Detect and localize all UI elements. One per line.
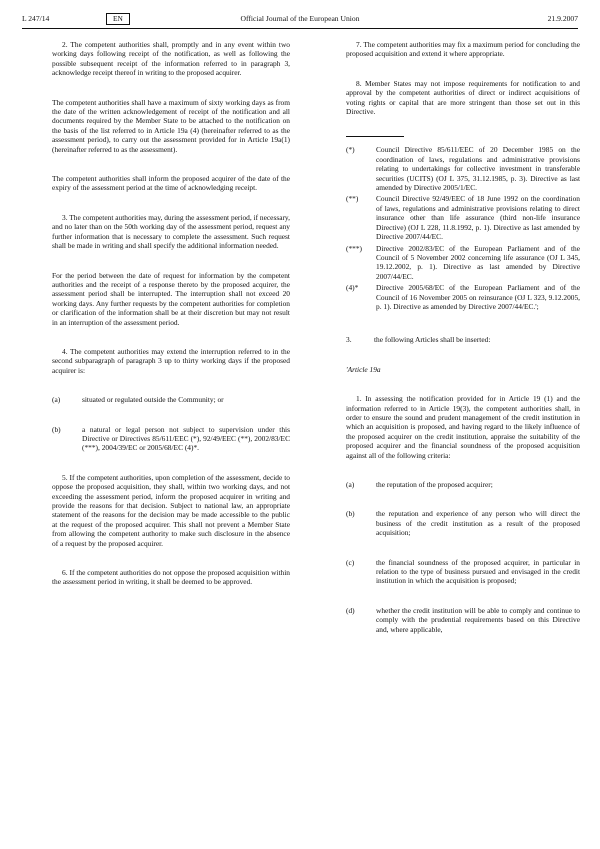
amendment-point-label: 3. — [346, 335, 352, 345]
list-item-text: situated or regulated outside the Community; or — [82, 395, 224, 405]
page-reference: L 247/14 — [22, 14, 50, 23]
criterion-item — [346, 558, 580, 586]
criterion-text: whether the credit institution will be able to comply and continue to comply with the prudential requirements based on this Directive and, where applicable, — [376, 605, 580, 634]
list-item-text: a natural or legal person not subject to supervision under this Directive or Directives 85/611/EEC (*), 92/49/EEC (**), 2002/83/EC (***), 2004/39/EC or 2005/68/EC (4)*. — [82, 424, 290, 453]
article-paragraph-1: 1. In assessing the notification provided for in Article 19 (1) and the information referred to in Article 19(3), the competent authorities shall, in order to ensure the sound and prudent management of the credit institution in which an acquisition is proposed, and having regard to the likely influence of the proposed acquirer on the credit institution, appraise the suitability of the proposed acquirer and the financial soundness of the proposed acquisition against all of the following criteria: — [346, 394, 580, 460]
paragraph-2-subparagraph-2: The competent authorities shall have a maximum of sixty working days as from the date of the written acknowledgement of receipt of the notification and all documents required by the Member State to be attached to the notification on the basis of the list referred to in Article 19a (4) (hereinafter referred to as the assessment period), to carry out the assessment provided for in Article 19a(1) (hereinafter referred to as the assessment). — [52, 97, 290, 154]
footnote-text: Directive 2002/83/EC of the European Parliament and of the Council of 5 November 2002 concerning life assurance (OJ L 345, 19.12.2002, p. 1). Directive as last amended by Directive 2007/44/EC. — [376, 243, 580, 281]
footnote-label: (***) — [346, 243, 363, 253]
criterion-item — [346, 480, 580, 489]
footnote-rule — [346, 136, 404, 137]
list-item-label: (b) — [52, 424, 61, 434]
criterion-text: the financial soundness of the proposed acquirer, in particular in relation to the type of business pursued and envisaged in the credit institution in which the acquisition is proposed; — [376, 557, 580, 586]
list-item — [52, 425, 290, 453]
criterion-label: (a) — [346, 480, 355, 489]
page-header — [22, 12, 578, 26]
paragraph-6: 6. If the competent authorities do not oppose the proposed acquisition within the assessment period in writing, it shall be deemed to be approved. — [52, 568, 290, 587]
criterion-item — [346, 606, 580, 634]
footnote-text: Directive 2005/68/EC of the European Parliament and of the Council of 16 November 2005 on reinsurance (OJ L 323, 9.12.2005, p. 1). Directive as amended by Directive 2007/44/EC.'; — [376, 283, 580, 311]
paragraph-8: 8. Member States may not impose requirements for notification to and approval by the competent authorities of direct or indirect acquisitions of voting rights or capital that are more stringent than those set out in this Directive. — [346, 78, 580, 117]
paragraph-2-subparagraph-3: The competent authorities shall inform the proposed acquirer of the date of the expiry of the assessment period at the time of acknowledging receipt. — [52, 174, 290, 193]
journal-title: Official Journal of the European Union — [240, 14, 360, 23]
footnote-label: (*) — [346, 145, 355, 155]
criterion-label: (d) — [346, 605, 355, 615]
footnote-text: Council Directive 85/611/EEC of 20 December 1985 on the coordination of laws, regulations and administrative provisions relating to undertakings for collective investment in transferable securities (UCITS) (OJ L 375, 31.12.1985, p. 3). Directive as last amended by Directive 2005/1/EC. — [376, 145, 580, 193]
criterion-label: (c) — [346, 557, 355, 567]
footnote-label: (**) — [346, 194, 359, 204]
footnote — [346, 244, 580, 282]
article-heading: 'Article 19a — [346, 364, 381, 374]
paragraph-3: 3. The competent authorities may, during the assessment period, if necessary, and no later than on the 50th working day of the assessment period, request any further information that is necessary to complete the assessment. Such request shall be made in writing and shall specify the additional information needed. — [52, 212, 290, 251]
paragraph-2: 2. The competent authorities shall, promptly and in any event within two working days following receipt of the notification, as well as following the possible subsequent receipt of the information referred to in paragraph 3, acknowledge receipt thereof in writing to the proposed acquirer. — [52, 40, 290, 78]
language-badge: EN — [106, 13, 130, 25]
paragraph-4: 4. The competent authorities may extend the interruption referred to in the second subparagraph of paragraph 3 up to thirty working days if the proposed acquirer is: — [52, 346, 290, 375]
header-rule — [22, 28, 578, 29]
paragraph-7: 7. The competent authorities may fix a maximum period for concluding the proposed acquisition and extend it where appropriate. — [346, 40, 580, 59]
footnote — [346, 145, 580, 192]
footnote — [346, 194, 580, 241]
footnote — [346, 283, 580, 311]
amendment-point-text: the following Articles shall be inserted: — [374, 335, 491, 345]
criterion-text: the reputation and experience of any person who will direct the business of the credit institution as a result of the proposed acquisition; — [376, 509, 580, 538]
right-column — [318, 40, 580, 654]
list-item — [52, 395, 290, 404]
criterion-text: the reputation of the proposed acquirer; — [376, 480, 493, 489]
list-item-label: (a) — [52, 395, 61, 405]
publication-date: 21.9.2007 — [547, 14, 578, 23]
paragraph-3-subparagraph-2: For the period between the date of request for information by the competent authorities and the receipt of a response thereto by the proposed acquirer, the assessment period shall be interrupted. The interruption shall not exceed 20 working days. Any further requests by the competent authorities for completion or clarification of the information shall be at their discretion but may not result in an interruption of the assessment period. — [52, 270, 290, 327]
left-column — [52, 40, 290, 607]
amendment-point-3 — [346, 335, 580, 344]
paragraph-5: 5. If the competent authorities, upon completion of the assessment, decide to oppose the proposed acquisition, they shall, within two working days, and not exceeding the assessment period, inform the proposed acquirer in writing and provide the reasons for that decision. Subject to national law, an appropriate statement of the reasons for the decision may be made accessible to the public at the request of the proposed acquirer. This shall not prevent a Member State from allowing the competent authority to make such disclosure in the absence of a request by the proposed acquirer. — [52, 472, 290, 548]
footnote-text: Council Directive 92/49/EEC of 18 June 1992 on the coordination of laws, regulations and administrative provisions relating to direct insurance other than life assurance (third non-life insurance Directive) (OJ L 228, 11.8.1992, p. 1). Directive as last amended by Directive 2007/44/EC. — [376, 194, 580, 242]
criterion-label: (b) — [346, 509, 355, 519]
right-indented-block — [318, 40, 580, 634]
criterion-item — [346, 509, 580, 537]
footnote-label: (4)* — [346, 283, 359, 293]
